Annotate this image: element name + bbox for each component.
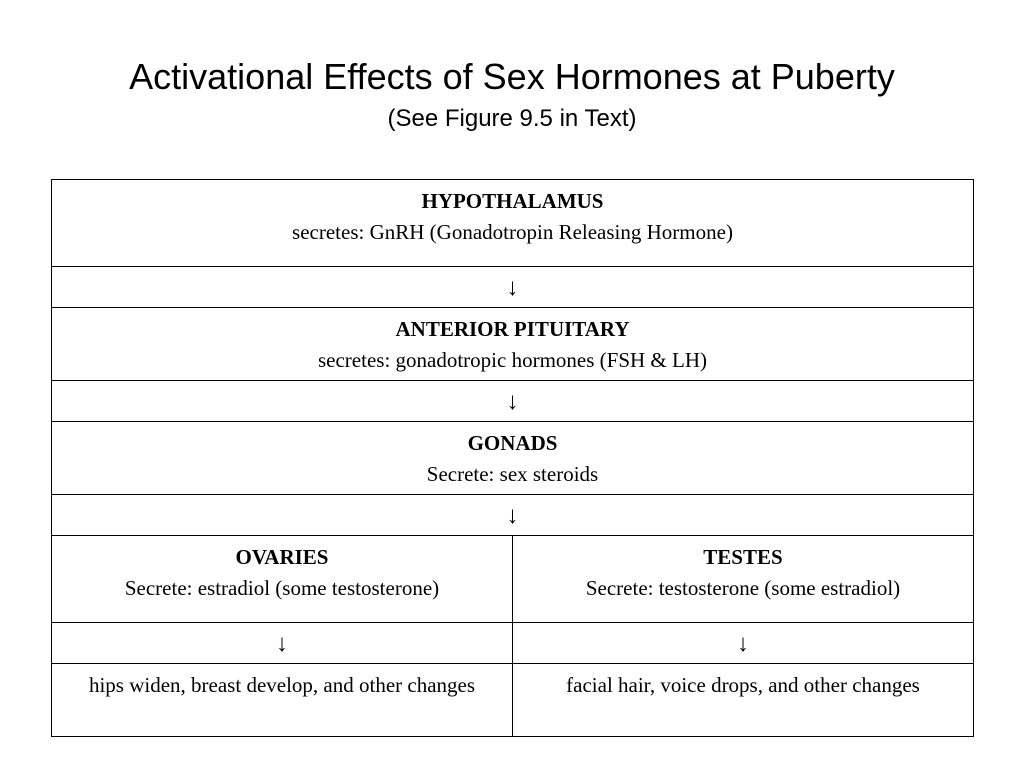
anterior-pituitary-row: [52, 308, 974, 381]
ovaries-effects: hips widen, breast develop, and other changes: [52, 664, 513, 737]
hypothalamus-text: secretes: GnRH (Gonadotropin Releasing Hormone): [292, 220, 733, 244]
hypothalamus-cell: [52, 180, 974, 267]
ovaries-text: Secrete: estradiol (some testosterone): [124, 576, 440, 600]
testes-heading: TESTES: [703, 545, 783, 569]
anterior-pituitary-text: secretes: gonadotropic hormones (FSH & LH): [317, 348, 707, 372]
down-arrow-icon: ↓: [52, 267, 974, 308]
arrow-row: [52, 623, 974, 664]
effects-row: [52, 664, 974, 737]
anterior-pituitary-heading: ANTERIOR PITUITARY: [395, 317, 630, 341]
arrow-row: [52, 495, 974, 536]
gonads-heading: GONADS: [467, 431, 558, 455]
anterior-pituitary-cell: [52, 308, 974, 381]
down-arrow-icon: ↓: [513, 623, 974, 664]
testes-cell: [513, 536, 974, 623]
slide-subtitle: (See Figure 9.5 in Text): [387, 105, 637, 132]
ovaries-heading: OVARIES: [235, 545, 329, 569]
hormone-flow-table: [51, 179, 974, 737]
hypothalamus-heading: HYPOTHALAMUS: [421, 189, 604, 213]
gonad-types-row: [52, 536, 974, 623]
hypothalamus-row: [52, 180, 974, 267]
gonads-row: [52, 422, 974, 495]
gonads-cell: [52, 422, 974, 495]
down-arrow-icon: ↓: [52, 495, 974, 536]
testes-text: Secrete: testosterone (some estradiol): [585, 576, 901, 600]
down-arrow-icon: ↓: [52, 623, 513, 664]
arrow-row: [52, 267, 974, 308]
testes-effects: facial hair, voice drops, and other changes: [513, 664, 974, 737]
down-arrow-icon: ↓: [52, 381, 974, 422]
gonads-text: Secrete: sex steroids: [426, 462, 599, 486]
ovaries-cell: [52, 536, 513, 623]
slide-title: Activational Effects of Sex Hormones at Puberty: [129, 56, 895, 97]
arrow-row: [52, 381, 974, 422]
